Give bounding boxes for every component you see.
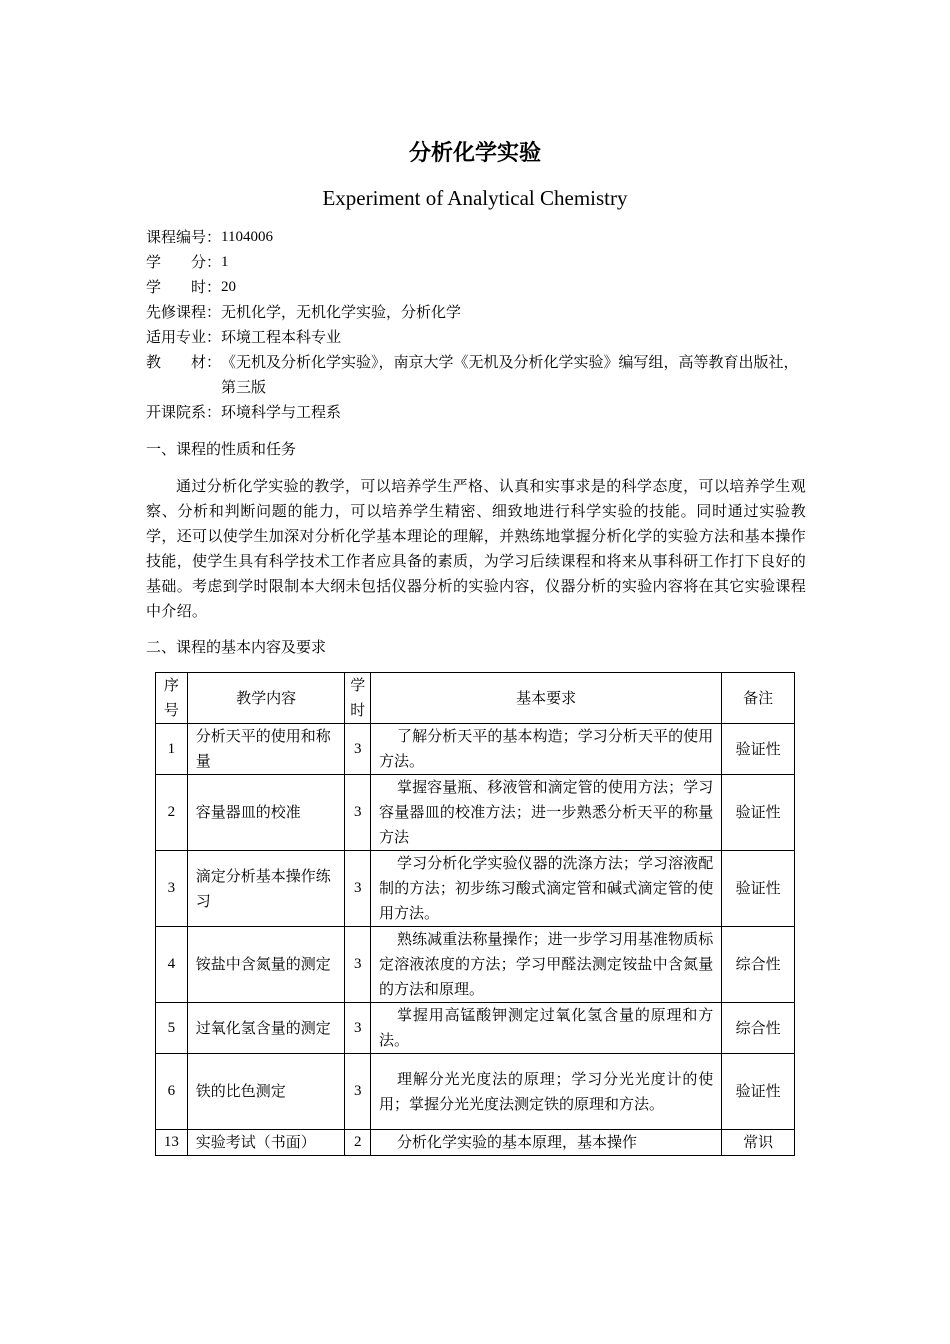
course-info	[146, 225, 806, 425]
info-label: 先修课程：	[146, 303, 222, 321]
info-value: 1	[221, 254, 229, 270]
cell-no: 5	[156, 1003, 188, 1054]
cell-content: 铁的比色测定	[187, 1054, 345, 1130]
info-row-credits	[146, 250, 806, 275]
cell-hours: 2	[345, 1130, 371, 1156]
info-label: 课程编号：	[146, 228, 222, 246]
cell-requirement: 掌握用高锰酸钾测定过氧化氢含量的原理和方法。	[371, 1003, 722, 1054]
cell-note: 验证性	[722, 851, 795, 927]
cell-note: 综合性	[722, 1003, 795, 1054]
info-row-textbook	[146, 350, 806, 400]
cell-requirement: 理解分光光度法的原理；学习分光光度计的使用；掌握分光光度法测定铁的原理和方法。	[371, 1054, 722, 1130]
cell-requirement: 了解分析天平的基本构造；学习分析天平的使用方法。	[371, 724, 722, 775]
header-note: 备注	[722, 673, 795, 724]
info-value: 环境工程本科专业	[221, 328, 342, 346]
cell-content: 过氧化氢含量的测定	[187, 1003, 345, 1054]
course-content-table	[155, 672, 795, 1156]
info-label: 教 材：	[146, 353, 222, 371]
cell-hours: 3	[345, 724, 371, 775]
table-row	[156, 775, 795, 851]
cell-content: 实验考试（书面）	[187, 1130, 345, 1156]
cell-no: 6	[156, 1054, 188, 1130]
cell-note: 常识	[722, 1130, 795, 1156]
info-value: 《无机及分析化学实验》，南京大学《无机及分析化学实验》编写组，高等教育出版社，第三版	[221, 353, 799, 396]
header-requirement: 基本要求	[371, 673, 722, 724]
header-hours: 学时	[345, 673, 371, 724]
cell-no: 3	[156, 851, 188, 927]
info-row-prerequisites	[146, 300, 806, 325]
info-label: 学 时：	[146, 278, 222, 296]
cell-no: 1	[156, 724, 188, 775]
cell-hours: 3	[345, 1003, 371, 1054]
info-value: 20	[221, 279, 237, 295]
cell-requirement: 熟练减重法称量操作；进一步学习用基准物质标定溶液浓度的方法；学习甲醛法测定铵盐中含氮量的方法和原理。	[371, 927, 722, 1003]
cell-note: 验证性	[722, 1054, 795, 1130]
table-row	[156, 851, 795, 927]
cell-content: 分析天平的使用和称量	[187, 724, 345, 775]
info-label: 适用专业：	[146, 328, 222, 346]
table-row	[156, 1054, 795, 1130]
section-body-1: 通过分析化学实验的教学，可以培养学生严格、认真和实事求是的科学态度，可以培养学生观察、分析和判断问题的能力，可以培养学生精密、细致地进行科学实验的技能。同时通过实验教学，还可以使学生加深对分析化学基本理论的理解，并熟练地掌握分析化学的实验方法和基本操作技能，使学生具有科学技术工作者应具备的素质，为学习后续课程和将来从事科研工作打下良好的基础。考虑到学时限制本大纲未包括仪器分析的实验内容，仪器分析的实验内容将在其它实验课程中介绍。	[146, 477, 806, 620]
info-row-major	[146, 325, 806, 350]
info-label: 开课院系：	[146, 403, 222, 421]
table-row	[156, 1130, 795, 1156]
header-content: 教学内容	[187, 673, 345, 724]
cell-requirement: 分析化学实验的基本原理，基本操作	[371, 1130, 722, 1156]
info-row-course-code	[146, 225, 806, 250]
table-header-row	[156, 673, 795, 724]
info-row-department	[146, 400, 806, 425]
cell-requirement: 学习分析化学实验仪器的洗涤方法；学习溶液配制的方法；初步练习酸式滴定管和碱式滴定管的使用方法。	[371, 851, 722, 927]
cell-hours: 3	[345, 775, 371, 851]
cell-note: 验证性	[722, 724, 795, 775]
table-row	[156, 927, 795, 1003]
cell-hours: 3	[345, 1054, 371, 1130]
page-title: 分析化学实验	[408, 141, 541, 166]
cell-hours: 3	[345, 927, 371, 1003]
cell-note: 综合性	[722, 927, 795, 1003]
cell-hours: 3	[345, 851, 371, 927]
table-row	[156, 1003, 795, 1054]
cell-note: 验证性	[722, 775, 795, 851]
table-row	[156, 724, 795, 775]
page-subtitle: Experiment of Analytical Chemistry	[322, 186, 628, 210]
cell-no: 4	[156, 927, 188, 1003]
info-label: 学 分：	[146, 253, 222, 271]
info-row-hours	[146, 275, 806, 300]
header-no: 序号	[156, 673, 188, 724]
info-value: 无机化学，无机化学实验，分析化学	[221, 303, 462, 321]
section-heading-1: 一、课程的性质和任务	[146, 440, 297, 458]
cell-content: 铵盐中含氮量的测定	[187, 927, 345, 1003]
cell-no: 13	[156, 1130, 188, 1156]
cell-content: 滴定分析基本操作练习	[187, 851, 345, 927]
cell-no: 2	[156, 775, 188, 851]
section-heading-2: 二、课程的基本内容及要求	[146, 638, 327, 656]
info-value: 1104006	[221, 229, 273, 245]
info-value: 环境科学与工程系	[221, 403, 342, 421]
cell-requirement: 掌握容量瓶、移液管和滴定管的使用方法；学习容量器皿的校准方法；进一步熟悉分析天平的称量方法	[371, 775, 722, 851]
cell-content: 容量器皿的校准	[187, 775, 345, 851]
